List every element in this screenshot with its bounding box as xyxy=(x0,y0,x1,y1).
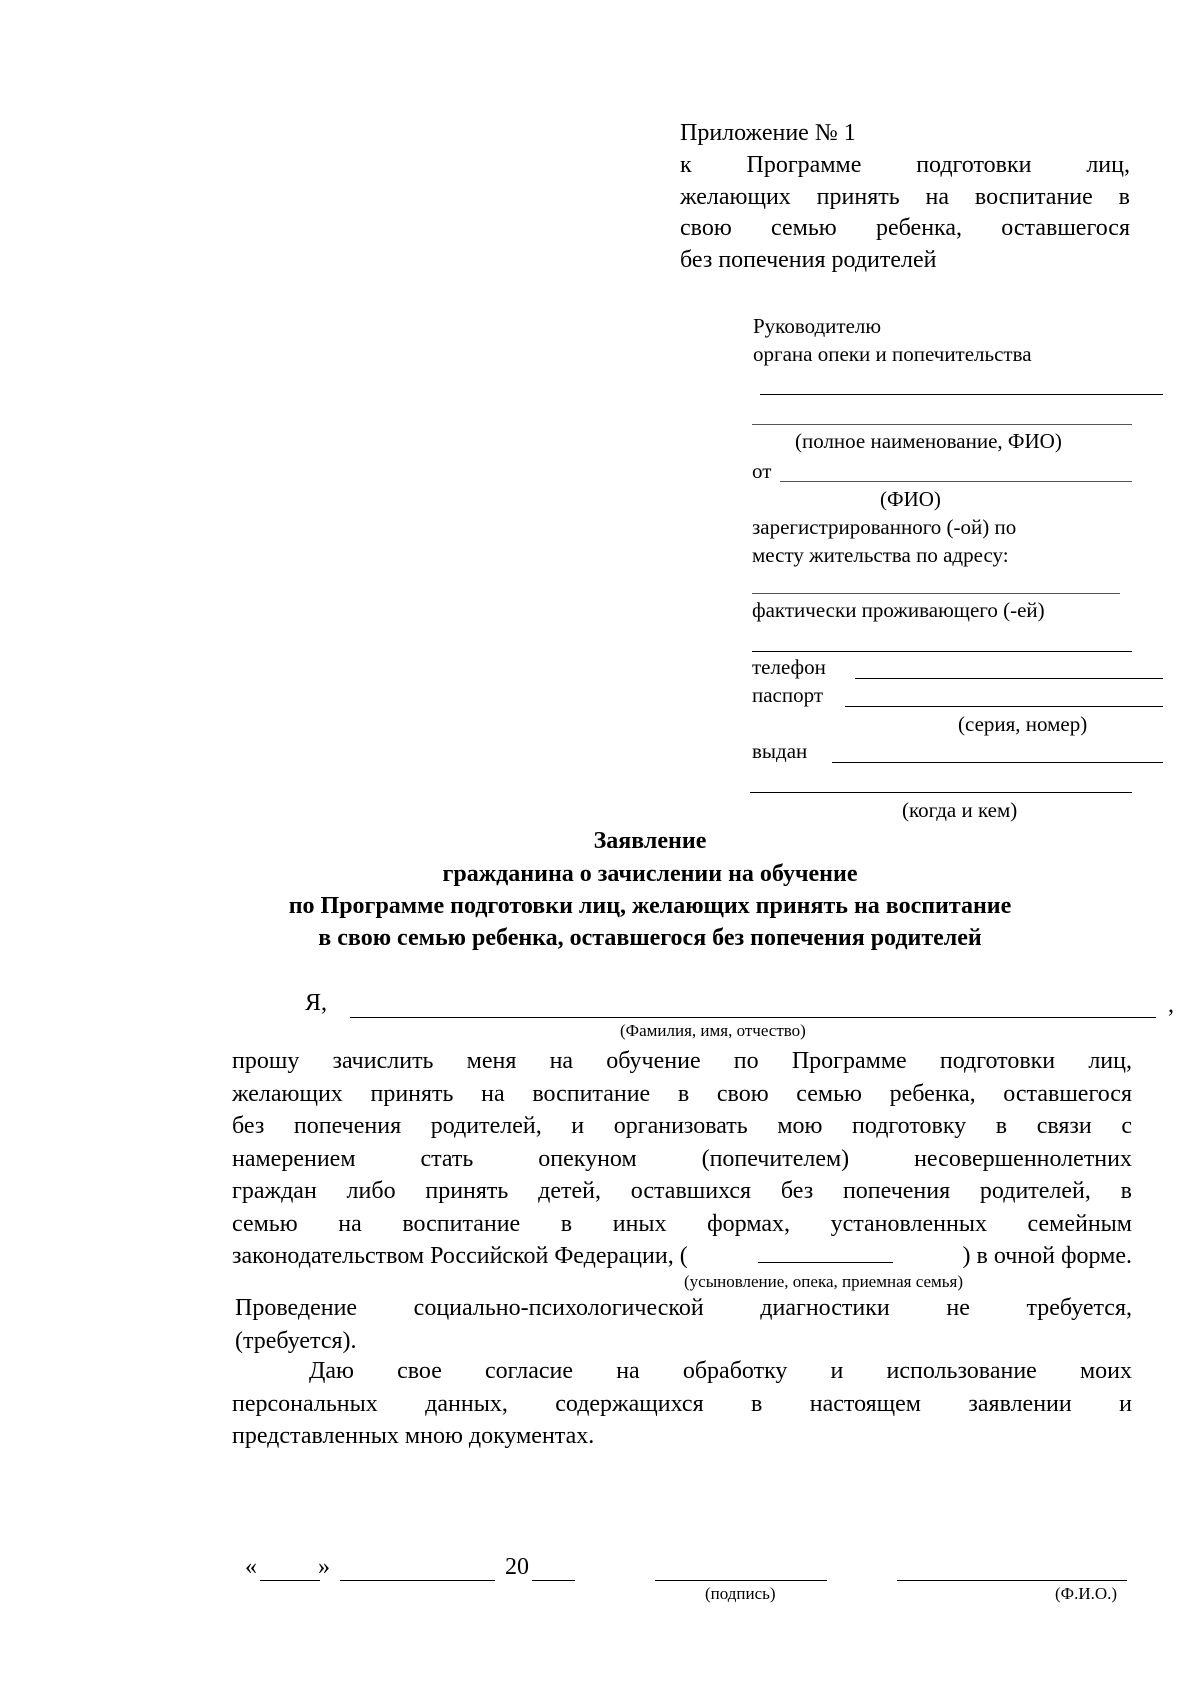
fullname-hint: (Фамилия, имя, отчество) xyxy=(620,1021,806,1040)
consent-line: представленных мною документах. xyxy=(232,1423,595,1449)
passport-blank[interactable] xyxy=(845,706,1163,707)
paragraph-last-line xyxy=(232,1240,1132,1273)
actual-address-blank[interactable] xyxy=(752,651,1132,652)
heading-line4: в свою семью ребенка, оставшегося без попечения родителей xyxy=(318,925,982,951)
appendix-line: желающих принять на воспитание в xyxy=(680,183,1130,210)
heading-line2: гражданина о зачислении на обучение xyxy=(442,861,858,887)
appendix-title: Приложение № 1 xyxy=(680,120,856,146)
heading-line3: по Программе подготовки лиц, желающих принять на воспитание xyxy=(288,893,1012,919)
from-fio-blank[interactable] xyxy=(780,481,1132,482)
paragraph-line: прошу зачислить меня на обучение по Программе подготовки лиц, xyxy=(232,1048,1132,1074)
issued-blank-2[interactable] xyxy=(750,792,1132,793)
form-hint: (усыновление, опека, приемная семья) xyxy=(684,1272,963,1291)
fio-blank[interactable] xyxy=(897,1580,1127,1581)
paragraph-line: граждан либо принять детей, оставшихся без попечения родителей, в xyxy=(232,1178,1132,1204)
paragraph-line: желающих принять на воспитание в свою семью ребенка, оставшегося xyxy=(232,1080,1132,1107)
appendix-line: к Программе подготовки лиц, xyxy=(680,152,1130,178)
fullname-blank[interactable] xyxy=(350,1017,1156,1018)
date-day-blank[interactable] xyxy=(260,1580,320,1581)
addressee-line2: органа опеки и попечительства xyxy=(753,342,1032,366)
signature-hint: (подпись) xyxy=(705,1584,776,1603)
passport-hint: (серия, номер) xyxy=(958,712,1088,736)
signature-blank[interactable] xyxy=(655,1580,827,1581)
date-year-prefix: 20 xyxy=(505,1554,529,1580)
appendix-line: без попечения родителей xyxy=(680,246,937,273)
registration-address-blank[interactable] xyxy=(752,593,1120,594)
phone-blank[interactable] xyxy=(855,678,1163,679)
addressee-name-blank[interactable] xyxy=(760,394,1163,395)
addressee-line1: Руководителю xyxy=(753,314,882,338)
paragraph-line: без попечения родителей, и организовать мою подготовку в связи с xyxy=(232,1113,1132,1139)
i-label: Я, xyxy=(305,990,328,1016)
diagnostics-paragraph xyxy=(235,1292,1132,1357)
heading-title: Заявление xyxy=(593,828,707,854)
date-quote-open: « xyxy=(245,1554,257,1580)
request-paragraph xyxy=(232,1045,1132,1273)
adoption-form-blank[interactable] xyxy=(758,1240,893,1263)
issued-label: выдан xyxy=(752,739,808,763)
addressee-name-hint: (полное наименование, ФИО) xyxy=(795,429,1062,453)
issued-hint: (когда и кем) xyxy=(902,798,1018,822)
consent-paragraph xyxy=(232,1355,1132,1453)
paragraph-last-suffix: ) в очной форме. xyxy=(962,1243,1132,1269)
paragraph-line: намерением стать опекуном (попечителем) несовершеннолетних xyxy=(232,1145,1132,1172)
phone-label: телефон xyxy=(752,655,826,679)
date-month-blank[interactable] xyxy=(340,1580,495,1581)
consent-line: Даю свое согласие на обработку и использование моих xyxy=(309,1358,1132,1384)
fio-hint: (ФИО) xyxy=(880,487,941,511)
date-quote-close: » xyxy=(318,1554,330,1580)
from-label: от xyxy=(752,459,772,483)
consent-line: персональных данных, содержащихся в настоящем заявлении и xyxy=(232,1390,1132,1417)
registered-line1: зарегистрированного (-ой) по xyxy=(752,515,1017,539)
date-year-blank[interactable] xyxy=(532,1580,575,1581)
issued-blank[interactable] xyxy=(832,762,1163,763)
passport-label: паспорт xyxy=(752,683,824,707)
fullname-comma: , xyxy=(1168,992,1174,1018)
registered-line2: месту жительства по адресу: xyxy=(752,543,1009,567)
footer-fio-hint: (Ф.И.О.) xyxy=(1055,1584,1118,1603)
paragraph-last-prefix: законодательством Российской Федерации, ( xyxy=(232,1243,688,1269)
diagnostics-line: Проведение социально-психологической диагностики не требуется, xyxy=(235,1295,1132,1321)
actual-residence-label: фактически проживающего (-ей) xyxy=(752,598,1045,622)
appendix-line: свою семью ребенка, оставшегося xyxy=(680,215,1130,241)
diagnostics-line: (требуется). xyxy=(235,1327,357,1354)
addressee-name-blank-2[interactable] xyxy=(752,424,1132,425)
paragraph-line: семью на воспитание в иных формах, установленных семейным xyxy=(232,1210,1132,1237)
appendix-text xyxy=(680,150,1130,276)
